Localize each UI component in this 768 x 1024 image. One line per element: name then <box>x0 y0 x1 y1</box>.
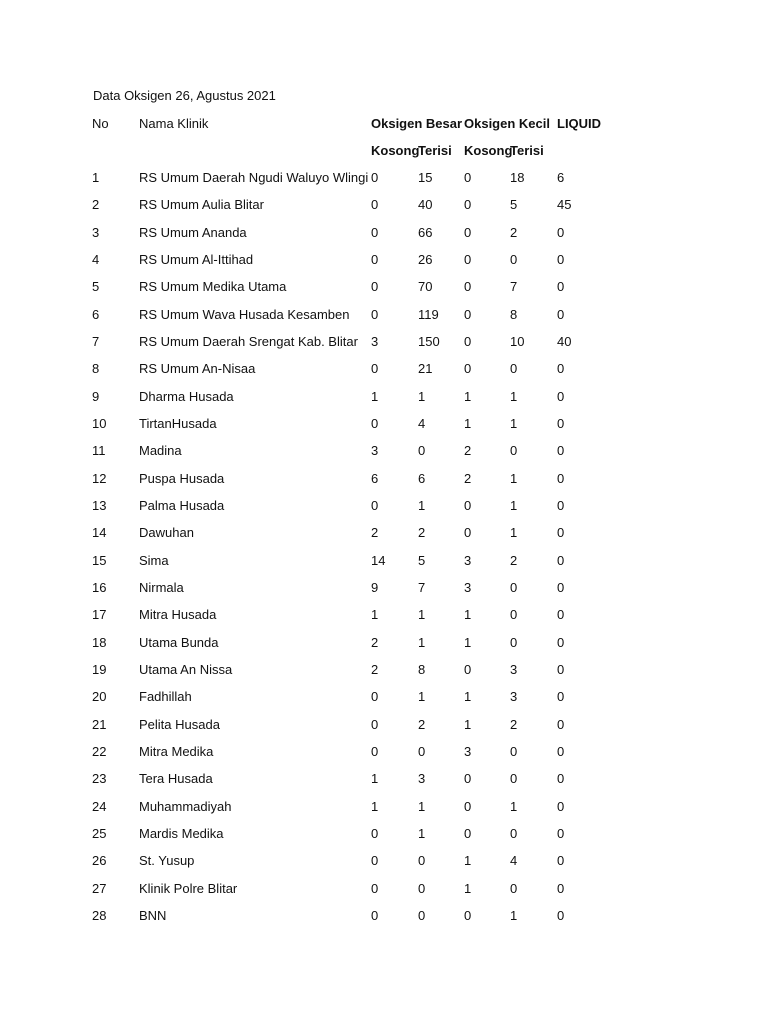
row-besar-terisi: 15 <box>418 170 433 185</box>
row-besar-kosong: 0 <box>371 498 379 513</box>
row-besar-kosong: 0 <box>371 826 379 841</box>
row-nama-klinik: RS Umum Daerah Srengat Kab. Blitar <box>139 334 358 349</box>
row-no: 18 <box>92 635 107 650</box>
row-kecil-kosong: 0 <box>464 307 472 322</box>
row-no: 1 <box>92 170 100 185</box>
row-besar-terisi: 1 <box>418 389 426 404</box>
row-no: 8 <box>92 361 100 376</box>
row-besar-terisi: 66 <box>418 225 433 240</box>
subheader-kecil-terisi: Terisi <box>510 143 544 158</box>
row-besar-kosong: 0 <box>371 361 379 376</box>
row-besar-terisi: 7 <box>418 580 426 595</box>
row-liquid: 0 <box>557 580 565 595</box>
row-kecil-kosong: 3 <box>464 553 472 568</box>
row-besar-kosong: 0 <box>371 279 379 294</box>
row-nama-klinik: Dharma Husada <box>139 389 234 404</box>
row-kecil-kosong: 1 <box>464 607 472 622</box>
row-kecil-terisi: 3 <box>510 689 518 704</box>
header-oksigen-kecil: Oksigen Kecil <box>464 116 550 131</box>
row-liquid: 0 <box>557 553 565 568</box>
row-besar-kosong: 1 <box>371 771 379 786</box>
row-kecil-terisi: 0 <box>510 607 518 622</box>
row-kecil-kosong: 0 <box>464 170 472 185</box>
row-besar-kosong: 6 <box>371 471 379 486</box>
header-nama-klinik: Nama Klinik <box>139 116 209 131</box>
row-nama-klinik: Fadhillah <box>139 689 192 704</box>
row-liquid: 0 <box>557 225 565 240</box>
row-kecil-kosong: 3 <box>464 580 472 595</box>
row-liquid: 0 <box>557 443 565 458</box>
row-liquid: 0 <box>557 252 565 267</box>
row-besar-terisi: 1 <box>418 826 426 841</box>
row-kecil-terisi: 2 <box>510 225 518 240</box>
row-besar-terisi: 1 <box>418 498 426 513</box>
row-liquid: 0 <box>557 881 565 896</box>
row-besar-terisi: 8 <box>418 662 426 677</box>
row-besar-kosong: 0 <box>371 853 379 868</box>
row-besar-terisi: 40 <box>418 197 433 212</box>
row-no: 14 <box>92 525 107 540</box>
row-liquid: 0 <box>557 826 565 841</box>
row-nama-klinik: RS Umum Wava Husada Kesamben <box>139 307 350 322</box>
row-kecil-kosong: 1 <box>464 416 472 431</box>
row-no: 26 <box>92 853 107 868</box>
row-nama-klinik: Palma Husada <box>139 498 225 513</box>
document-title: Data Oksigen 26, Agustus 2021 <box>93 88 276 103</box>
row-kecil-kosong: 0 <box>464 279 472 294</box>
row-kecil-terisi: 4 <box>510 853 518 868</box>
row-besar-terisi: 5 <box>418 553 426 568</box>
row-no: 6 <box>92 307 100 322</box>
row-no: 28 <box>92 908 107 923</box>
row-nama-klinik: Mitra Husada <box>139 607 217 622</box>
row-kecil-terisi: 18 <box>510 170 525 185</box>
row-nama-klinik: RS Umum Medika Utama <box>139 279 287 294</box>
row-no: 23 <box>92 771 107 786</box>
subheader-kecil-kosong: Kosong <box>464 143 513 158</box>
row-besar-kosong: 2 <box>371 662 379 677</box>
row-besar-kosong: 0 <box>371 252 379 267</box>
row-no: 27 <box>92 881 107 896</box>
row-kecil-kosong: 0 <box>464 361 472 376</box>
row-kecil-kosong: 0 <box>464 334 472 349</box>
row-nama-klinik: Puspa Husada <box>139 471 225 486</box>
row-kecil-kosong: 1 <box>464 881 472 896</box>
row-nama-klinik: Klinik Polre Blitar <box>139 881 238 896</box>
row-liquid: 45 <box>557 197 572 212</box>
row-besar-kosong: 2 <box>371 635 379 650</box>
row-liquid: 0 <box>557 799 565 814</box>
row-besar-terisi: 21 <box>418 361 433 376</box>
row-besar-kosong: 0 <box>371 225 379 240</box>
row-kecil-terisi: 1 <box>510 471 518 486</box>
row-kecil-terisi: 0 <box>510 252 518 267</box>
row-no: 17 <box>92 607 107 622</box>
row-kecil-kosong: 2 <box>464 471 472 486</box>
row-liquid: 0 <box>557 607 565 622</box>
row-nama-klinik: TirtanHusada <box>139 416 217 431</box>
row-kecil-kosong: 0 <box>464 225 472 240</box>
row-no: 11 <box>92 443 106 458</box>
row-nama-klinik: Utama An Nissa <box>139 662 233 677</box>
row-kecil-kosong: 1 <box>464 635 472 650</box>
row-besar-terisi: 3 <box>418 771 426 786</box>
row-nama-klinik: RS Umum Ananda <box>139 225 247 240</box>
row-liquid: 0 <box>557 307 565 322</box>
row-liquid: 0 <box>557 361 565 376</box>
row-nama-klinik: Muhammadiyah <box>139 799 232 814</box>
row-no: 22 <box>92 744 107 759</box>
header-no: No <box>92 116 109 131</box>
row-besar-kosong: 14 <box>371 553 386 568</box>
row-kecil-terisi: 0 <box>510 580 518 595</box>
row-kecil-terisi: 3 <box>510 662 518 677</box>
row-besar-kosong: 0 <box>371 717 379 732</box>
row-liquid: 40 <box>557 334 572 349</box>
row-kecil-terisi: 0 <box>510 635 518 650</box>
row-kecil-terisi: 1 <box>510 498 518 513</box>
row-liquid: 0 <box>557 853 565 868</box>
row-besar-kosong: 2 <box>371 525 379 540</box>
row-besar-terisi: 1 <box>418 689 426 704</box>
row-liquid: 0 <box>557 279 565 294</box>
row-kecil-terisi: 8 <box>510 307 518 322</box>
row-nama-klinik: Tera Husada <box>139 771 213 786</box>
row-nama-klinik: Nirmala <box>139 580 184 595</box>
row-besar-terisi: 0 <box>418 881 426 896</box>
row-besar-terisi: 1 <box>418 799 426 814</box>
row-besar-terisi: 0 <box>418 744 426 759</box>
row-besar-terisi: 0 <box>418 853 426 868</box>
row-kecil-kosong: 0 <box>464 771 472 786</box>
row-kecil-terisi: 5 <box>510 197 518 212</box>
row-kecil-kosong: 0 <box>464 908 472 923</box>
row-no: 7 <box>92 334 100 349</box>
row-besar-kosong: 0 <box>371 908 379 923</box>
row-kecil-terisi: 0 <box>510 771 518 786</box>
row-besar-terisi: 70 <box>418 279 433 294</box>
row-liquid: 0 <box>557 635 565 650</box>
row-no: 12 <box>92 471 107 486</box>
row-kecil-kosong: 1 <box>464 389 472 404</box>
row-besar-terisi: 1 <box>418 635 426 650</box>
row-kecil-kosong: 0 <box>464 799 472 814</box>
row-no: 21 <box>92 717 107 732</box>
row-liquid: 0 <box>557 744 565 759</box>
row-no: 5 <box>92 279 100 294</box>
row-kecil-terisi: 0 <box>510 443 518 458</box>
row-nama-klinik: Dawuhan <box>139 525 194 540</box>
row-no: 4 <box>92 252 100 267</box>
row-besar-terisi: 0 <box>418 443 426 458</box>
row-kecil-terisi: 1 <box>510 525 518 540</box>
row-liquid: 0 <box>557 525 565 540</box>
row-nama-klinik: RS Umum An-Nisaa <box>139 361 256 376</box>
row-no: 10 <box>92 416 107 431</box>
row-kecil-terisi: 2 <box>510 717 518 732</box>
row-kecil-kosong: 1 <box>464 689 472 704</box>
row-besar-kosong: 0 <box>371 307 379 322</box>
row-no: 16 <box>92 580 107 595</box>
row-kecil-kosong: 0 <box>464 826 472 841</box>
row-besar-kosong: 0 <box>371 197 379 212</box>
row-kecil-kosong: 0 <box>464 525 472 540</box>
row-no: 19 <box>92 662 107 677</box>
row-besar-kosong: 1 <box>371 389 379 404</box>
row-no: 24 <box>92 799 107 814</box>
row-besar-kosong: 0 <box>371 416 379 431</box>
row-no: 3 <box>92 225 100 240</box>
row-nama-klinik: BNN <box>139 908 167 923</box>
row-kecil-terisi: 0 <box>510 881 518 896</box>
row-kecil-terisi: 1 <box>510 799 518 814</box>
row-kecil-terisi: 0 <box>510 826 518 841</box>
subheader-besar-terisi: Terisi <box>418 143 452 158</box>
row-no: 9 <box>92 389 100 404</box>
row-kecil-terisi: 1 <box>510 908 518 923</box>
row-no: 15 <box>92 553 107 568</box>
row-besar-kosong: 1 <box>371 607 379 622</box>
row-kecil-kosong: 1 <box>464 853 472 868</box>
subheader-besar-kosong: Kosong <box>371 143 420 158</box>
row-kecil-kosong: 1 <box>464 717 472 732</box>
row-kecil-kosong: 3 <box>464 744 472 759</box>
row-nama-klinik: St. Yusup <box>139 853 195 868</box>
row-no: 2 <box>92 197 100 212</box>
row-liquid: 0 <box>557 689 565 704</box>
row-liquid: 0 <box>557 416 565 431</box>
row-besar-kosong: 0 <box>371 744 379 759</box>
row-liquid: 0 <box>557 389 565 404</box>
row-kecil-kosong: 0 <box>464 662 472 677</box>
row-kecil-kosong: 2 <box>464 443 472 458</box>
row-liquid: 0 <box>557 717 565 732</box>
row-besar-terisi: 2 <box>418 525 426 540</box>
row-liquid: 0 <box>557 498 565 513</box>
row-besar-kosong: 1 <box>371 799 379 814</box>
row-kecil-kosong: 0 <box>464 197 472 212</box>
row-kecil-terisi: 0 <box>510 744 518 759</box>
row-liquid: 0 <box>557 471 565 486</box>
row-besar-kosong: 0 <box>371 170 379 185</box>
row-nama-klinik: Mardis Medika <box>139 826 224 841</box>
row-besar-kosong: 9 <box>371 580 379 595</box>
row-nama-klinik: Mitra Medika <box>139 744 214 759</box>
row-besar-kosong: 0 <box>371 689 379 704</box>
row-liquid: 0 <box>557 662 565 677</box>
row-nama-klinik: RS Umum Daerah Ngudi Waluyo Wlingi <box>139 170 369 185</box>
row-kecil-terisi: 1 <box>510 389 518 404</box>
row-nama-klinik: Utama Bunda <box>139 635 219 650</box>
row-besar-kosong: 3 <box>371 443 379 458</box>
row-liquid: 0 <box>557 771 565 786</box>
row-no: 20 <box>92 689 107 704</box>
row-besar-terisi: 2 <box>418 717 426 732</box>
row-liquid: 6 <box>557 170 565 185</box>
row-besar-terisi: 119 <box>418 307 439 322</box>
row-no: 25 <box>92 826 107 841</box>
header-liquid: LIQUID <box>557 116 602 131</box>
row-liquid: 0 <box>557 908 565 923</box>
row-kecil-terisi: 2 <box>510 553 518 568</box>
row-kecil-kosong: 0 <box>464 252 472 267</box>
row-besar-terisi: 6 <box>418 471 426 486</box>
row-nama-klinik: Madina <box>139 443 182 458</box>
header-oksigen-besar: Oksigen Besar <box>371 116 463 131</box>
row-kecil-terisi: 7 <box>510 279 518 294</box>
row-nama-klinik: Sima <box>139 553 169 568</box>
row-kecil-kosong: 0 <box>464 498 472 513</box>
row-nama-klinik: RS Umum Aulia Blitar <box>139 197 264 212</box>
row-besar-terisi: 4 <box>418 416 426 431</box>
row-besar-terisi: 150 <box>418 334 440 349</box>
row-besar-terisi: 0 <box>418 908 426 923</box>
row-kecil-terisi: 0 <box>510 361 518 376</box>
row-besar-terisi: 1 <box>418 607 426 622</box>
row-besar-kosong: 3 <box>371 334 379 349</box>
row-kecil-terisi: 10 <box>510 334 525 349</box>
row-nama-klinik: RS Umum Al-Ittihad <box>139 252 254 267</box>
row-kecil-terisi: 1 <box>510 416 518 431</box>
row-besar-kosong: 0 <box>371 881 379 896</box>
row-besar-terisi: 26 <box>418 252 433 267</box>
row-no: 13 <box>92 498 107 513</box>
row-nama-klinik: Pelita Husada <box>139 717 220 732</box>
